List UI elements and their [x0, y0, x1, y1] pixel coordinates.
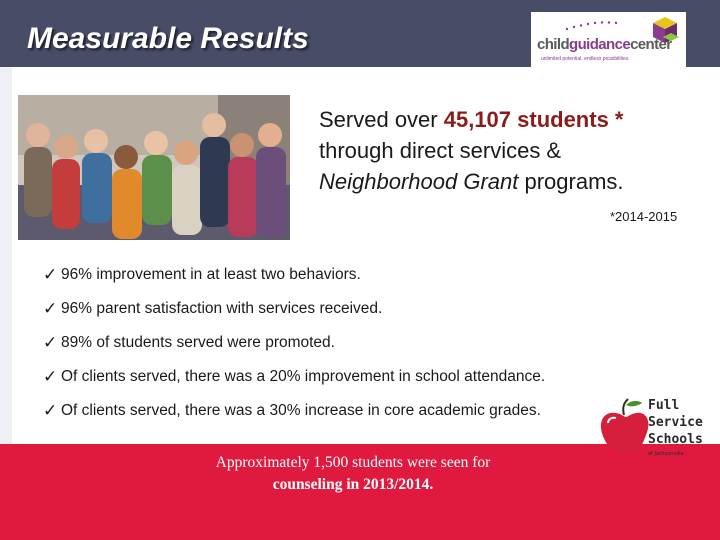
list-item	[43, 394, 545, 428]
list-item	[43, 360, 545, 394]
year-note: *2014-2015	[610, 209, 678, 224]
fss-line-2: Service	[648, 415, 703, 430]
served-asterisk: *	[608, 107, 624, 132]
results-list	[43, 258, 545, 428]
logo-word-guidance: guidance	[569, 36, 631, 53]
checkmark-icon: ✓	[43, 299, 58, 318]
child-guidance-center-logo	[531, 12, 686, 67]
header-bar	[0, 0, 720, 67]
checkmark-icon: ✓	[43, 367, 58, 386]
checkmark-icon: ✓	[43, 265, 58, 284]
served-line-3	[319, 166, 714, 197]
footer-message	[172, 452, 534, 496]
served-prefix: Served over	[319, 107, 444, 132]
apple-icon	[601, 413, 648, 454]
list-item-text: 96% parent satisfaction with services received.	[61, 300, 383, 317]
served-number: 45,107 students	[443, 107, 609, 132]
served-grant-name: Neighborhood Grant	[319, 169, 519, 194]
left-accent-strip	[0, 67, 12, 444]
footer-line-2: counseling in 2013/2014.	[272, 476, 434, 493]
list-item	[43, 326, 545, 360]
logo-wordmark	[537, 36, 672, 53]
served-line-2: through direct services &	[319, 138, 562, 163]
full-service-schools-logo	[596, 393, 708, 467]
logo-tagline: unlimited potential. endless possibilities.	[541, 56, 630, 62]
list-item-text: Of clients served, there was a 30% increase in core academic grades.	[61, 402, 541, 419]
served-summary	[319, 104, 714, 197]
logo-dots-icon	[561, 18, 631, 32]
footer-line-1: Approximately 1,500 students were seen for	[215, 454, 491, 471]
list-item	[43, 258, 545, 292]
checkmark-icon: ✓	[43, 401, 58, 420]
served-line-1	[319, 104, 714, 135]
fss-line-3: Schools	[648, 432, 703, 447]
student-group-photo	[18, 95, 290, 240]
checkmark-icon: ✓	[43, 333, 58, 352]
served-suffix: programs.	[518, 169, 624, 194]
list-item-text: 96% improvement in at least two behaviors.	[61, 266, 361, 283]
list-item-text: 89% of students served were promoted.	[61, 334, 335, 351]
fss-line-4: of Jacksonville	[648, 451, 684, 457]
logo-word-child: child	[537, 36, 570, 53]
logo-word-center: center	[630, 36, 672, 53]
page-title: Measurable Results	[27, 22, 309, 55]
list-item-text: Of clients served, there was a 20% improvement in school attendance.	[61, 368, 546, 385]
fss-line-1: Full	[648, 398, 680, 413]
list-item	[43, 292, 545, 326]
